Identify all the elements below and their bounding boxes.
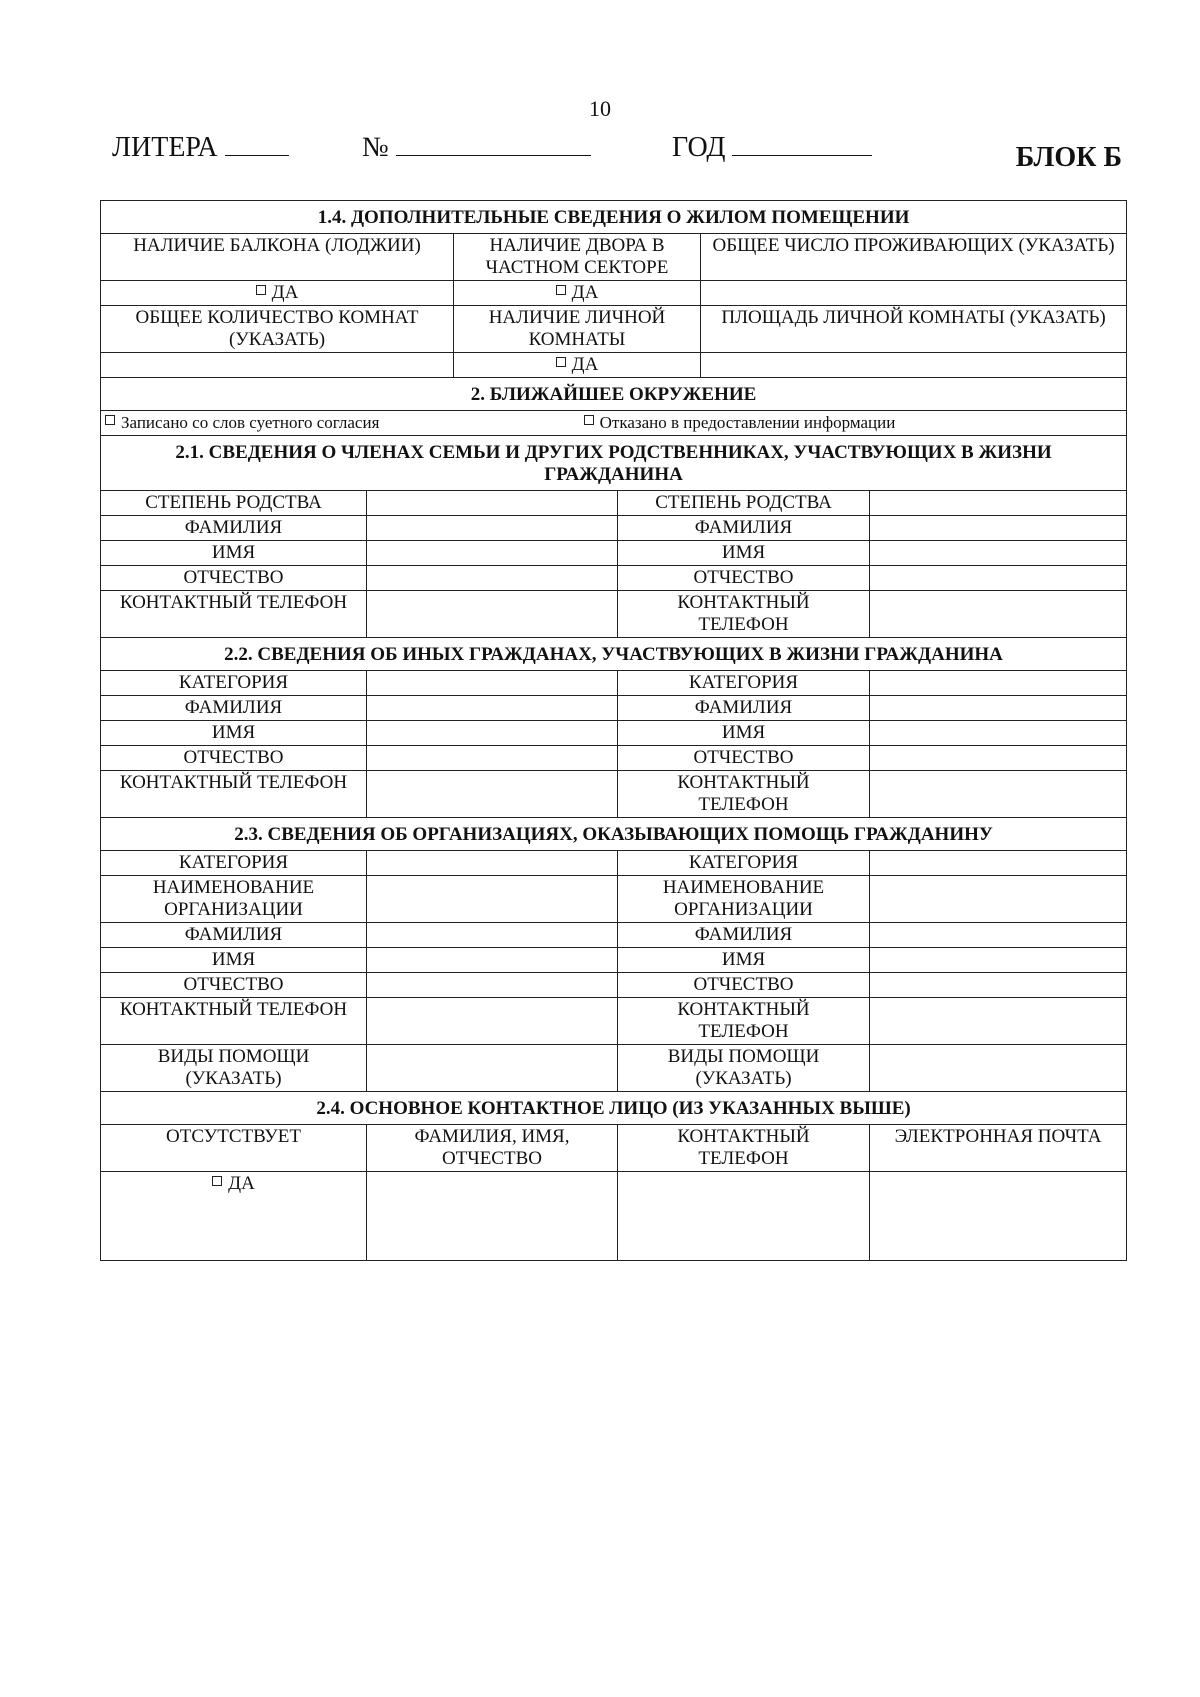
year-field[interactable] — [672, 132, 872, 164]
org1-patronymic-label: ОТЧЕСТВО — [101, 973, 367, 998]
year-label: ГОД — [672, 132, 726, 163]
org2-category-value[interactable] — [870, 851, 1127, 876]
yard-yes-option[interactable] — [454, 281, 701, 306]
citizen2-patronymic-value[interactable] — [870, 746, 1127, 771]
relative1-name-label: ИМЯ — [101, 541, 367, 566]
balcony-yes-label: ДА — [271, 282, 299, 303]
citizen2-name-label: ИМЯ — [618, 721, 870, 746]
checkbox-icon[interactable] — [256, 285, 266, 295]
citizen2-phone-value[interactable] — [870, 771, 1127, 818]
relative2-relation-label: СТЕПЕНЬ РОДСТВА — [618, 491, 870, 516]
yard-yes-label: ДА — [571, 282, 599, 303]
section-2-2-title: 2.2. СВЕДЕНИЯ ОБ ИНЫХ ГРАЖДАНАХ, УЧАСТВУЮЩИХ В ЖИЗНИ ГРАЖДАНИНА — [101, 638, 1127, 671]
org1-category-label: КАТЕГОРИЯ — [101, 851, 367, 876]
relative1-relation-label: СТЕПЕНЬ РОДСТВА — [101, 491, 367, 516]
org1-surname-label: ФАМИЛИЯ — [101, 923, 367, 948]
refused-option[interactable] — [584, 413, 896, 432]
org1-name-value[interactable] — [367, 876, 618, 923]
relative2-name-value[interactable] — [870, 541, 1127, 566]
number-field[interactable] — [362, 132, 591, 164]
org1-help-value[interactable] — [367, 1045, 618, 1092]
relative1-patronymic-value[interactable] — [367, 566, 618, 591]
consent-option[interactable] — [105, 413, 379, 432]
info-status-row — [101, 411, 1127, 436]
org2-phone-value[interactable] — [870, 998, 1127, 1045]
relative2-surname-label: ФАМИЛИЯ — [618, 516, 870, 541]
litera-label: ЛИТЕРА — [112, 132, 218, 163]
citizen1-name-label: ИМЯ — [101, 721, 367, 746]
org1-name-label: НАИМЕНОВАНИЕ ОРГАНИЗАЦИИ — [101, 876, 367, 923]
relative2-phone-label: КОНТАКТНЫЙ ТЕЛЕФОН — [618, 591, 870, 638]
relative2-patronymic-label: ОТЧЕСТВО — [618, 566, 870, 591]
section-2-2-header — [101, 638, 1127, 671]
section-2-4-header — [101, 1092, 1127, 1125]
org2-help-value[interactable] — [870, 1045, 1127, 1092]
consent-label: Записано со слов суетного согласия — [121, 413, 380, 432]
relative1-surname-label: ФАМИЛИЯ — [101, 516, 367, 541]
checkbox-icon[interactable] — [556, 285, 566, 295]
relative2-surname-value[interactable] — [870, 516, 1127, 541]
section-2-1-header — [101, 436, 1127, 491]
citizen1-phone-label: КОНТАКТНЫЙ ТЕЛЕФОН — [101, 771, 367, 818]
rooms-value[interactable] — [101, 353, 454, 378]
org1-phone-value[interactable] — [367, 998, 618, 1045]
org1-patronymic-value[interactable] — [367, 973, 618, 998]
org2-category-label: КАТЕГОРИЯ — [618, 851, 870, 876]
personal-room-yes-label: ДА — [571, 354, 599, 375]
section-1-4-header — [101, 201, 1127, 234]
checkbox-icon[interactable] — [212, 1176, 222, 1186]
personal-room-label: НАЛИЧИЕ ЛИЧНОЙ КОМНАТЫ — [454, 306, 701, 353]
contact-phone-value[interactable] — [618, 1172, 870, 1261]
relative1-name-value[interactable] — [367, 541, 618, 566]
citizen2-surname-value[interactable] — [870, 696, 1127, 721]
relative1-patronymic-label: ОТЧЕСТВО — [101, 566, 367, 591]
yard-label: НАЛИЧИЕ ДВОРА В ЧАСТНОМ СЕКТОРЕ — [454, 234, 701, 281]
year-blank[interactable] — [732, 133, 872, 156]
citizen2-surname-label: ФАМИЛИЯ — [618, 696, 870, 721]
citizen1-phone-value[interactable] — [367, 771, 618, 818]
citizen2-name-value[interactable] — [870, 721, 1127, 746]
section-2-title: 2. БЛИЖАЙШЕЕ ОКРУЖЕНИЕ — [101, 378, 1127, 411]
section-1-4-title: 1.4. ДОПОЛНИТЕЛЬНЫЕ СВЕДЕНИЯ О ЖИЛОМ ПОМЕЩЕНИИ — [101, 201, 1127, 234]
balcony-yes-option[interactable] — [101, 281, 454, 306]
relative2-patronymic-value[interactable] — [870, 566, 1127, 591]
relative1-phone-label: КОНТАКТНЫЙ ТЕЛЕФОН — [101, 591, 367, 638]
org2-help-label: ВИДЫ ПОМОЩИ (УКАЗАТЬ) — [618, 1045, 870, 1092]
contact-fio-value[interactable] — [367, 1172, 618, 1261]
citizen1-surname-label: ФАМИЛИЯ — [101, 696, 367, 721]
contact-absent-label: ОТСУТСТВУЕТ — [101, 1125, 367, 1172]
contact-phone-label: КОНТАКТНЫЙ ТЕЛЕФОН — [618, 1125, 870, 1172]
relative1-phone-value[interactable] — [367, 591, 618, 638]
contact-absent-yes-option[interactable] — [101, 1172, 367, 1261]
relative2-name-label: ИМЯ — [618, 541, 870, 566]
rooms-label: ОБЩЕЕ КОЛИЧЕСТВО КОМНАТ (УКАЗАТЬ) — [101, 306, 454, 353]
org1-firstname-label: ИМЯ — [101, 948, 367, 973]
page-number: 10 — [589, 96, 611, 121]
citizen2-patronymic-label: ОТЧЕСТВО — [618, 746, 870, 771]
citizen1-category-value[interactable] — [367, 671, 618, 696]
org2-surname-value[interactable] — [870, 923, 1127, 948]
org2-name-label: НАИМЕНОВАНИЕ ОРГАНИЗАЦИИ — [618, 876, 870, 923]
org2-phone-label: КОНТАКТНЫЙ ТЕЛЕФОН — [618, 998, 870, 1045]
org2-name-value[interactable] — [870, 876, 1127, 923]
org2-firstname-value[interactable] — [870, 948, 1127, 973]
block-label: БЛОК Б — [1015, 142, 1122, 173]
room-area-label: ПЛОЩАДЬ ЛИЧНОЙ КОМНАТЫ (УКАЗАТЬ) — [701, 306, 1127, 353]
relative1-surname-value[interactable] — [367, 516, 618, 541]
org2-surname-label: ФАМИЛИЯ — [618, 923, 870, 948]
litera-field[interactable] — [112, 132, 289, 164]
citizen1-category-label: КАТЕГОРИЯ — [101, 671, 367, 696]
checkbox-icon[interactable] — [556, 357, 566, 367]
org1-firstname-value[interactable] — [367, 948, 618, 973]
number-blank[interactable] — [396, 133, 591, 156]
checkbox-icon[interactable] — [105, 415, 115, 425]
org2-firstname-label: ИМЯ — [618, 948, 870, 973]
section-2-3-header — [101, 818, 1127, 851]
org1-help-label: ВИДЫ ПОМОЩИ (УКАЗАТЬ) — [101, 1045, 367, 1092]
relative2-phone-value[interactable] — [870, 591, 1127, 638]
citizen1-name-value[interactable] — [367, 721, 618, 746]
contact-absent-yes-label: ДА — [228, 1173, 255, 1194]
relative1-relation-value[interactable] — [367, 491, 618, 516]
refused-label: Отказано в предоставлении информации — [599, 413, 896, 432]
section-2-header — [101, 378, 1127, 411]
org2-patronymic-label: ОТЧЕСТВО — [618, 973, 870, 998]
citizen2-category-label: КАТЕГОРИЯ — [618, 671, 870, 696]
room-area-value[interactable] — [701, 353, 1127, 378]
section-2-3-title: 2.3. СВЕДЕНИЯ ОБ ОРГАНИЗАЦИЯХ, ОКАЗЫВАЮЩИХ ПОМОЩЬ ГРАЖДАНИНУ — [101, 818, 1127, 851]
org1-category-value[interactable] — [367, 851, 618, 876]
citizen1-patronymic-value[interactable] — [367, 746, 618, 771]
balcony-label: НАЛИЧИЕ БАЛКОНА (ЛОДЖИИ) — [101, 234, 454, 281]
litera-blank[interactable] — [225, 133, 289, 156]
contact-email-label: ЭЛЕКТРОННАЯ ПОЧТА — [870, 1125, 1127, 1172]
section-2-4-title: 2.4. ОСНОВНОЕ КОНТАКТНОЕ ЛИЦО (ИЗ УКАЗАННЫХ ВЫШЕ) — [101, 1092, 1127, 1125]
citizen2-category-value[interactable] — [870, 671, 1127, 696]
org2-patronymic-value[interactable] — [870, 973, 1127, 998]
relative2-relation-value[interactable] — [870, 491, 1127, 516]
checkbox-icon[interactable] — [584, 415, 594, 425]
citizen1-patronymic-label: ОТЧЕСТВО — [101, 746, 367, 771]
citizen1-surname-value[interactable] — [367, 696, 618, 721]
org1-phone-label: КОНТАКТНЫЙ ТЕЛЕФОН — [101, 998, 367, 1045]
section-2-1-title: 2.1. СВЕДЕНИЯ О ЧЛЕНАХ СЕМЬИ И ДРУГИХ РОДСТВЕННИКАХ, УЧАСТВУЮЩИХ В ЖИЗНИ ГРАЖДАНИНА — [101, 436, 1127, 491]
org1-surname-value[interactable] — [367, 923, 618, 948]
residents-value[interactable] — [701, 281, 1127, 306]
form-header — [112, 132, 1122, 182]
personal-room-yes-option[interactable] — [454, 353, 701, 378]
form-table — [100, 200, 1127, 1261]
citizen2-phone-label: КОНТАКТНЫЙ ТЕЛЕФОН — [618, 771, 870, 818]
contact-email-value[interactable] — [870, 1172, 1127, 1261]
number-label: № — [362, 132, 389, 163]
contact-fio-label: ФАМИЛИЯ, ИМЯ, ОТЧЕСТВО — [367, 1125, 618, 1172]
residents-label: ОБЩЕЕ ЧИСЛО ПРОЖИВАЮЩИХ (УКАЗАТЬ) — [701, 234, 1127, 281]
